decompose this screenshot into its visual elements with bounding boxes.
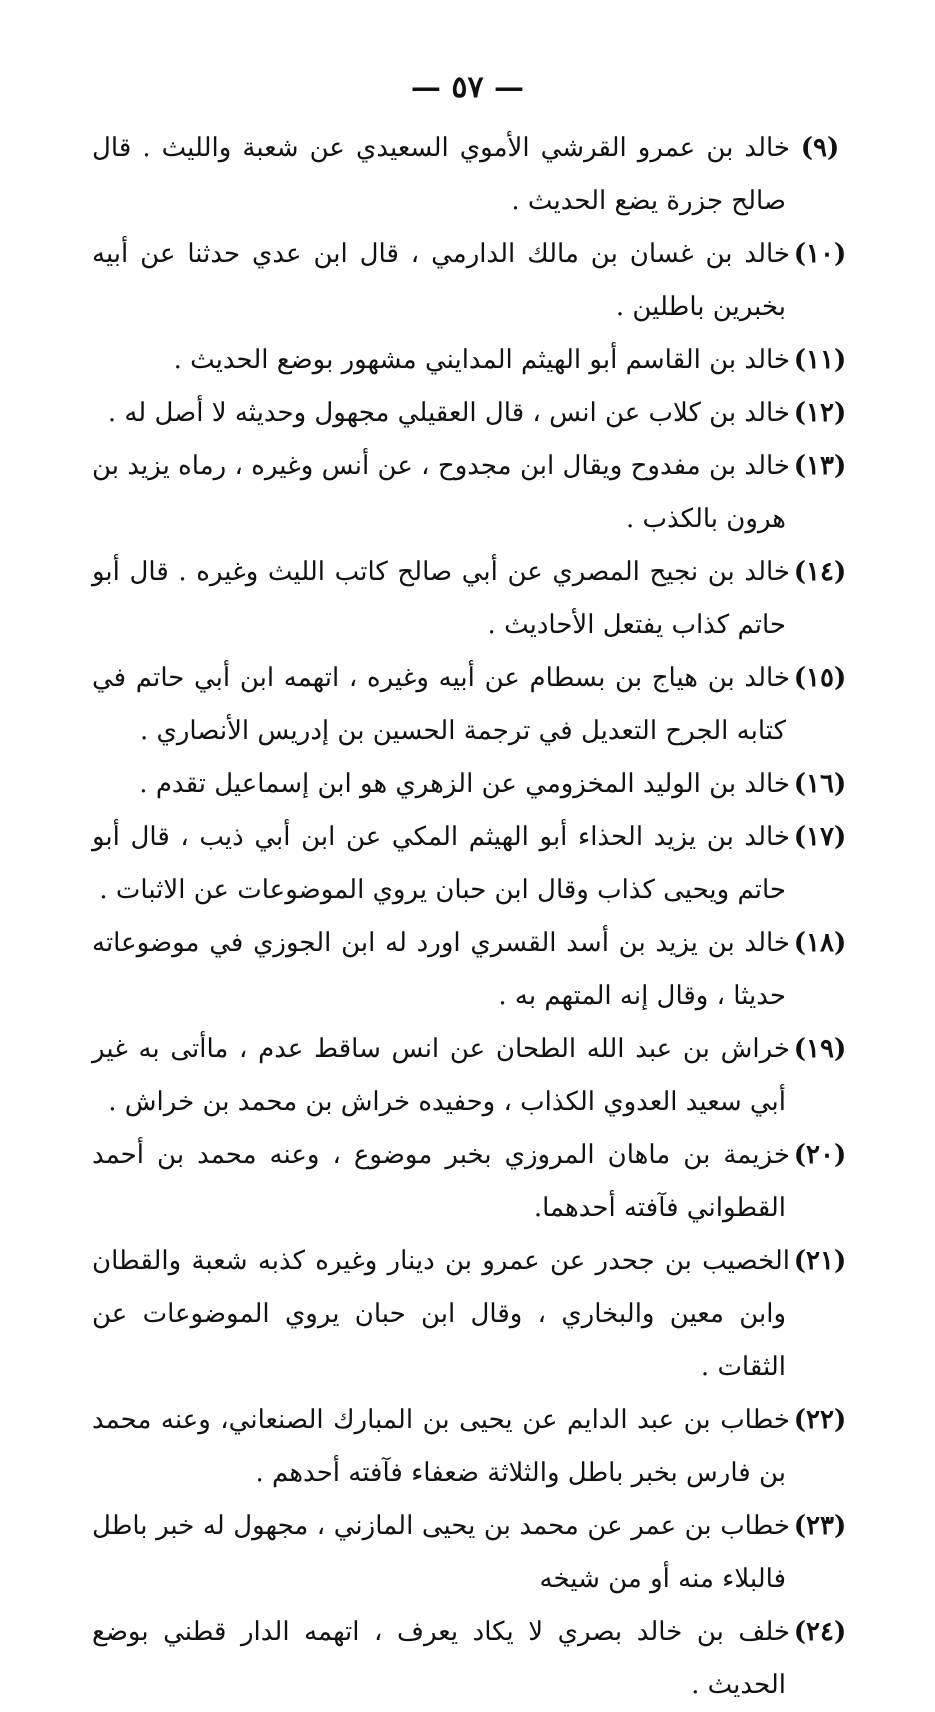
entry-number: (٢٣) <box>793 1511 847 1541</box>
page-number: — ٥٧ — <box>410 70 525 105</box>
list-item <box>92 1394 850 1500</box>
entry-number: (١٣) <box>793 451 847 481</box>
entry-text: خزيمة بن ماهان المروزي بخبر موضوع ، وعنه محمد بن أحمد القطواني فآفته أحدهما. <box>92 1140 790 1223</box>
entry-number: (٢٠) <box>793 1140 847 1170</box>
list-item <box>92 758 850 811</box>
list-item <box>92 917 850 1023</box>
entry-text: خراش بن عبد الله الطحان عن انس ساقط عدم ، ماأتى به غير أبي سعيد العدوي الكذاب ، وحفيده خراش بن محمد بن خراش . <box>92 1034 790 1117</box>
entry-text: خالد بن نجيح المصري عن أبي صالح كاتب الليث وغيره . قال أبو حاتم كذاب يفتعل الأحاديث . <box>92 557 790 640</box>
list-item <box>92 440 850 546</box>
list-item <box>92 228 850 334</box>
list-item <box>92 1023 850 1129</box>
entry-number: (٢٤) <box>793 1617 847 1647</box>
entry-text: الخصيب بن جحدر عن عمرو بن دينار وغيره كذبه شعبة والقطان وابن معين والبخاري ، وقال ابن حبان يروي الموضوعات عن الثقات . <box>92 1246 790 1382</box>
entry-text: خلف بن خالد بصري لا يكاد يعرف ، اتهمه الدار قطني بوضع الحديث . <box>92 1617 790 1700</box>
entry-number: (١٢) <box>793 398 847 428</box>
list-item <box>92 546 850 652</box>
entry-number: (١٧) <box>793 822 847 852</box>
entry-number: (٢٢) <box>793 1405 847 1435</box>
entry-text: خالد بن يزيد بن أسد القسري اورد له ابن الجوزي في موضوعاته حديثا ، وقال إنه المتهم به . <box>92 928 790 1011</box>
entry-number: (١١) <box>793 345 847 375</box>
entry-number: (١٩) <box>793 1034 847 1064</box>
entry-number: (١٦) <box>793 769 847 799</box>
list-item <box>92 811 850 917</box>
list-item <box>92 122 850 228</box>
list-item <box>92 334 850 387</box>
entry-text: خالد بن يزيد الحذاء أبو الهيثم المكي عن ابن أبي ذيب ، قال أبو حاتم ويحيى كذاب وقال ابن حبان يروي الموضوعات عن الاثبات . <box>92 822 790 905</box>
entry-text: خالد بن القاسم أبو الهيثم المدايني مشهور بوضع الحديث . <box>173 345 790 375</box>
list-item <box>92 1235 850 1394</box>
entry-text: خطاب بن عمر عن محمد بن يحيى المازني ، مجهول له خبر باطل فالبلاء منه أو من شيخه <box>92 1511 790 1594</box>
entry-text: خالد بن عمرو القرشي الأموي السعيدي عن شعبة والليث . قال صالح جزرة يضع الحديث . <box>92 133 790 216</box>
entry-text: خطاب بن عبد الدايم عن يحيى بن المبارك الصنعاني، وعنه محمد بن فارس بخبر باطل والثلاثة ضعفاء فآفته أحدهم . <box>92 1405 790 1488</box>
list-item <box>92 1606 850 1712</box>
entry-text: خالد بن كلاب عن انس ، قال العقيلي مجهول وحديثه لا أصل له . <box>107 398 790 428</box>
entry-number: (٩) <box>800 133 840 163</box>
entry-number: (٢١) <box>793 1246 847 1276</box>
entry-number: (١٥) <box>793 663 847 693</box>
entry-text: خالد بن الوليد المخزومي عن الزهري هو ابن إسماعيل تقدم . <box>139 769 790 799</box>
entry-text: خالد بن غسان بن مالك الدارمي ، قال ابن عدي حدثنا عن أبيه بخبرين باطلين . <box>92 239 790 322</box>
entry-number: (١٠) <box>793 239 847 269</box>
list-item <box>92 1129 850 1235</box>
list-item <box>92 387 850 440</box>
entries-list <box>92 122 850 1712</box>
entry-number: (١٤) <box>793 557 847 587</box>
entry-number: (١٨) <box>793 928 847 958</box>
entry-text: خالد بن هياج بن بسطام عن أبيه وغيره ، اتهمه ابن أبي حاتم في كتابه الجرح التعديل في ترجمة الحسين بن إدريس الأنصاري . <box>92 663 790 746</box>
list-item <box>92 1500 850 1606</box>
list-item <box>92 652 850 758</box>
entry-text: خالد بن مفدوح ويقال ابن مجدوح ، عن أنس وغيره ، رماه يزيد بن هرون بالكذب . <box>92 451 790 534</box>
